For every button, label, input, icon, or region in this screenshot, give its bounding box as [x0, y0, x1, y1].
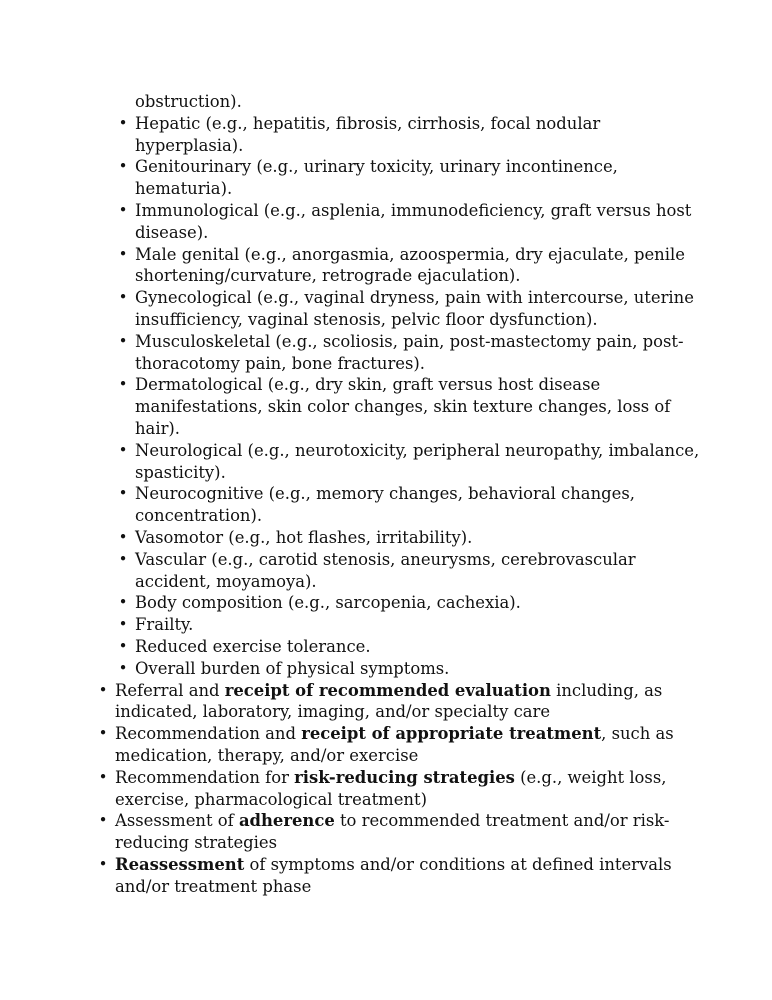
main-item-line	[115, 876, 715, 898]
sub-item-line: concentration).	[135, 506, 263, 526]
sub-item-line: accident, moyamoya).	[135, 571, 317, 591]
bullet-icon: •	[118, 549, 128, 568]
text-run: and/or treatment phase	[115, 876, 312, 896]
main-item-line	[115, 701, 715, 723]
sub-item-line: Musculoskeletal (e.g., scoliosis, pain, post-mastectomy pain, post-	[135, 331, 684, 351]
text-run: reducing strategies	[115, 833, 278, 853]
sub-list-item	[118, 156, 715, 200]
text-run: of symptoms and/or conditions at defined intervals	[244, 854, 672, 874]
sub-list-item	[118, 658, 715, 680]
sub-item-line: Dermatological (e.g., dry skin, graft versus host disease	[135, 375, 601, 395]
text-run: Assessment of	[115, 811, 239, 831]
main-item-line	[115, 832, 715, 854]
sub-list-item	[118, 287, 715, 331]
sub-item-line: Immunological (e.g., asplenia, immunodeficiency, graft versus host	[135, 200, 692, 220]
sub-item-line: Body composition (e.g., sarcopenia, cachexia).	[135, 593, 521, 613]
text-run: Referral and	[115, 680, 225, 700]
sub-item-line: Frailty.	[135, 615, 194, 635]
text-run: including, as	[550, 680, 663, 700]
sub-item-line: insufficiency, vaginal stenosis, pelvic floor dysfunction).	[135, 309, 598, 329]
text-run: Recommendation and	[115, 724, 302, 744]
bullet-icon: •	[98, 767, 108, 786]
main-list-item	[98, 680, 715, 724]
sub-item-line: Gynecological (e.g., vaginal dryness, pain with intercourse, uterine	[135, 288, 694, 308]
sub-item-line: manifestations, skin color changes, skin texture changes, loss of	[135, 397, 671, 417]
sub-item-line: Hepatic (e.g., hepatitis, fibrosis, cirrhosis, focal nodular	[135, 113, 601, 133]
bullet-icon: •	[118, 288, 128, 307]
text-run: , such as	[601, 724, 674, 744]
sub-list-item	[118, 527, 715, 549]
main-list-item	[98, 810, 715, 854]
bullet-icon: •	[98, 724, 108, 743]
sub-item-line: Vascular (e.g., carotid stenosis, aneurysms, cerebrovascular	[135, 549, 636, 569]
bold-run: adherence	[238, 811, 335, 831]
sub-item-line: Male genital (e.g., anorgasmia, azoospermia, dry ejaculate, penile	[135, 244, 685, 264]
sub-list-item	[118, 636, 715, 658]
bold-run: receipt of recommended evaluation	[224, 680, 551, 700]
sub-item-line: shortening/curvature, retrograde ejaculation).	[135, 266, 521, 286]
main-list-item	[98, 854, 715, 898]
bullet-icon: •	[118, 527, 128, 546]
text-run: exercise, pharmacological treatment)	[115, 789, 427, 809]
text-run: to recommended treatment and/or risk-	[334, 811, 670, 831]
sub-item-line: Neurocognitive (e.g., memory changes, behavioral changes,	[135, 484, 635, 504]
text-run: Recommendation for	[115, 767, 295, 787]
main-item-line	[115, 723, 715, 745]
sub-item-line: thoracotomy pain, bone fractures).	[135, 353, 425, 373]
sub-item-line: Reduced exercise tolerance.	[135, 636, 371, 656]
sub-item-line: spasticity).	[135, 462, 226, 482]
bullet-icon: •	[118, 658, 128, 677]
bullet-icon: •	[98, 680, 108, 699]
bullet-icon: •	[118, 200, 128, 219]
main-item-line	[115, 789, 715, 811]
sub-item-line: Vasomotor (e.g., hot flashes, irritability).	[135, 527, 473, 547]
sub-list-item	[118, 113, 715, 157]
sub-item-line: Genitourinary (e.g., urinary toxicity, urinary incontinence,	[135, 157, 618, 177]
bullet-icon: •	[118, 615, 128, 634]
sub-item-line: hair).	[135, 418, 181, 438]
bullet-icon: •	[118, 113, 128, 132]
main-item-line	[115, 767, 715, 789]
bullet-icon: •	[98, 854, 108, 873]
sub-list-item	[118, 244, 715, 288]
sub-list-item	[118, 374, 715, 439]
text-run: medication, therapy, and/or exercise	[115, 745, 419, 765]
sub-list-item	[118, 483, 715, 527]
main-list-item	[98, 767, 715, 811]
document-body	[98, 91, 715, 897]
bullet-icon: •	[118, 157, 128, 176]
sub-item-line: Overall burden of physical symptoms.	[135, 658, 450, 678]
bold-run: Reassessment	[115, 854, 245, 874]
bullet-icon: •	[118, 484, 128, 503]
bullet-icon: •	[118, 440, 128, 459]
bullet-icon: •	[118, 244, 128, 263]
bullet-icon: •	[118, 331, 128, 350]
bullet-icon: •	[118, 593, 128, 612]
sub-list-item	[118, 200, 715, 244]
bold-run: receipt of appropriate treatment	[301, 724, 602, 744]
continuation-line	[135, 91, 715, 113]
main-bullet-list	[98, 680, 715, 898]
sub-item-line: Neurological (e.g., neurotoxicity, peripheral neuropathy, imbalance,	[135, 440, 700, 460]
main-list-item	[98, 723, 715, 767]
main-item-line	[115, 854, 715, 876]
bold-run: risk-reducing strategies	[294, 767, 515, 787]
bullet-icon: •	[98, 811, 108, 830]
sub-list-item	[118, 331, 715, 375]
sub-list-item	[118, 549, 715, 593]
main-item-line	[115, 680, 715, 702]
sub-list-item	[118, 440, 715, 484]
sub-item-line: hyperplasia).	[135, 135, 244, 155]
bullet-icon: •	[118, 375, 128, 394]
text-run: indicated, laboratory, imaging, and/or specialty care	[115, 702, 551, 722]
sub-list-item	[118, 592, 715, 614]
main-item-line	[115, 745, 715, 767]
text-run: (e.g., weight loss,	[514, 767, 667, 787]
sub-item-line: disease).	[135, 222, 209, 242]
sub-list-item	[118, 614, 715, 636]
bullet-icon: •	[118, 636, 128, 655]
sub-bullet-list	[118, 91, 715, 680]
sub-item-line: hematuria).	[135, 179, 233, 199]
continuation-text: obstruction).	[135, 92, 242, 111]
main-item-line	[115, 810, 715, 832]
